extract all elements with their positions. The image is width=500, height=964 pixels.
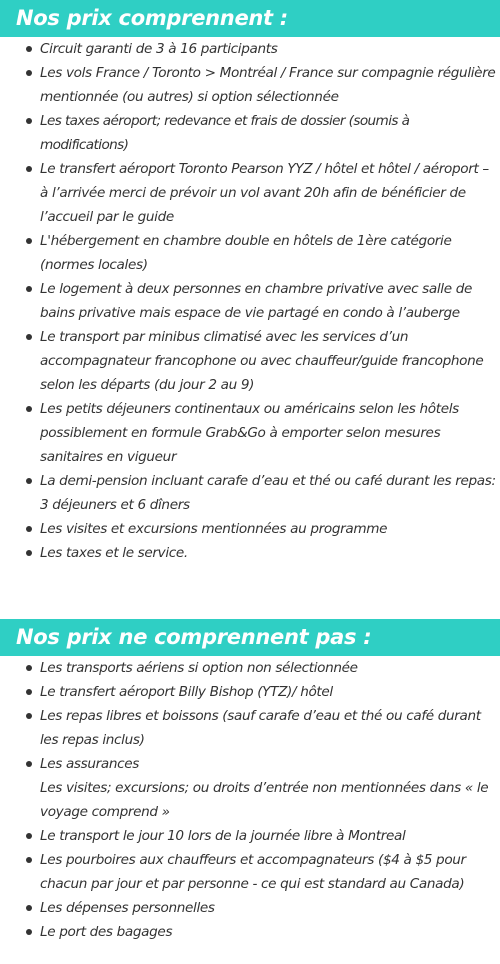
- bullet-icon: [26, 929, 32, 935]
- included-item-4: L'hébergement en chambre double en hôtels de 1ère catégorie (normes locales): [0, 229, 500, 277]
- bullet-icon: [26, 833, 32, 839]
- excluded-section: [0, 619, 500, 944]
- included-item-6: Le transport par minibus climatisé avec les services d’un accompagnateur francophone ou avec chauffeur/guide francophone selon les départs (du jour 2 au 9): [0, 325, 500, 397]
- bullet-icon: [26, 406, 32, 412]
- included-title: Nos prix comprennent :: [0, 0, 500, 37]
- excluded-item-4: Le transport le jour 10 lors de la journée libre à Montreal: [0, 824, 500, 848]
- included-item-3: Le transfert aéroport Toronto Pearson YYZ / hôtel et hôtel / aéroport – à l’arrivée merci de prévoir un vol avant 20h afin de bénéficier de l’accueil par le guide: [0, 157, 500, 229]
- bullet-icon: [26, 526, 32, 532]
- bullet-icon: [26, 118, 32, 124]
- included-item-10: Les taxes et le service.: [0, 541, 500, 565]
- excluded-item-0: Les transports aériens si option non sélectionnée: [0, 656, 500, 680]
- included-item-9: Les visites et excursions mentionnées au programme: [0, 517, 500, 541]
- included-list: [0, 37, 500, 565]
- included-item-1: Les vols France / Toronto > Montréal / France sur compagnie régulière mentionnée (ou autres) si option sélectionnée: [0, 61, 500, 109]
- included-item-0: Circuit garanti de 3 à 16 participants: [0, 37, 500, 61]
- included-item-2: Les taxes aéroport; redevance et frais de dossier (soumis à modifications): [0, 109, 500, 157]
- excluded-item-6: Les dépenses personnelles: [0, 896, 500, 920]
- excluded-title: Nos prix ne comprennent pas :: [0, 619, 500, 656]
- bullet-icon: [26, 713, 32, 719]
- section-spacer: [0, 565, 500, 619]
- excluded-item-7: Le port des bagages: [0, 920, 500, 944]
- excluded-item-2: Les repas libres et boissons (sauf carafe d’eau et thé ou café durant les repas inclus): [0, 704, 500, 752]
- excluded-item-3: Les assurances Les visites; excursions; ou droits d’entrée non mentionnées dans « le voyage comprend »: [0, 752, 500, 824]
- included-item-5: Le logement à deux personnes en chambre privative avec salle de bains privative mais espace de vie partagé en condo à l’auberge: [0, 277, 500, 325]
- excluded-item-5: Les pourboires aux chauffeurs et accompagnateurs ($4 à $5 pour chacun par jour et par personne - ce qui est standard au Canada): [0, 848, 500, 896]
- bullet-icon: [26, 761, 32, 767]
- bullet-icon: [26, 46, 32, 52]
- bullet-icon: [26, 550, 32, 556]
- bullet-icon: [26, 478, 32, 484]
- bullet-icon: [26, 238, 32, 244]
- bullet-icon: [26, 166, 32, 172]
- bullet-icon: [26, 665, 32, 671]
- bullet-icon: [26, 70, 32, 76]
- bullet-icon: [26, 286, 32, 292]
- included-item-7: Les petits déjeuners continentaux ou américains selon les hôtels possiblement en formule Grab&Go à emporter selon mesures sanitaires en vigueur: [0, 397, 500, 469]
- bullet-icon: [26, 857, 32, 863]
- excluded-list: [0, 656, 500, 944]
- bullet-icon: [26, 334, 32, 340]
- bullet-icon: [26, 905, 32, 911]
- excluded-item-1: Le transfert aéroport Billy Bishop (YTZ)/ hôtel: [0, 680, 500, 704]
- included-item-8: La demi-pension incluant carafe d’eau et thé ou café durant les repas: 3 déjeuners et 6 dîners: [0, 469, 500, 517]
- bullet-icon: [26, 689, 32, 695]
- excluded-item-3-continuation: Les visites; excursions; ou droits d’entrée non mentionnées dans « le voyage comprend »: [40, 780, 489, 820]
